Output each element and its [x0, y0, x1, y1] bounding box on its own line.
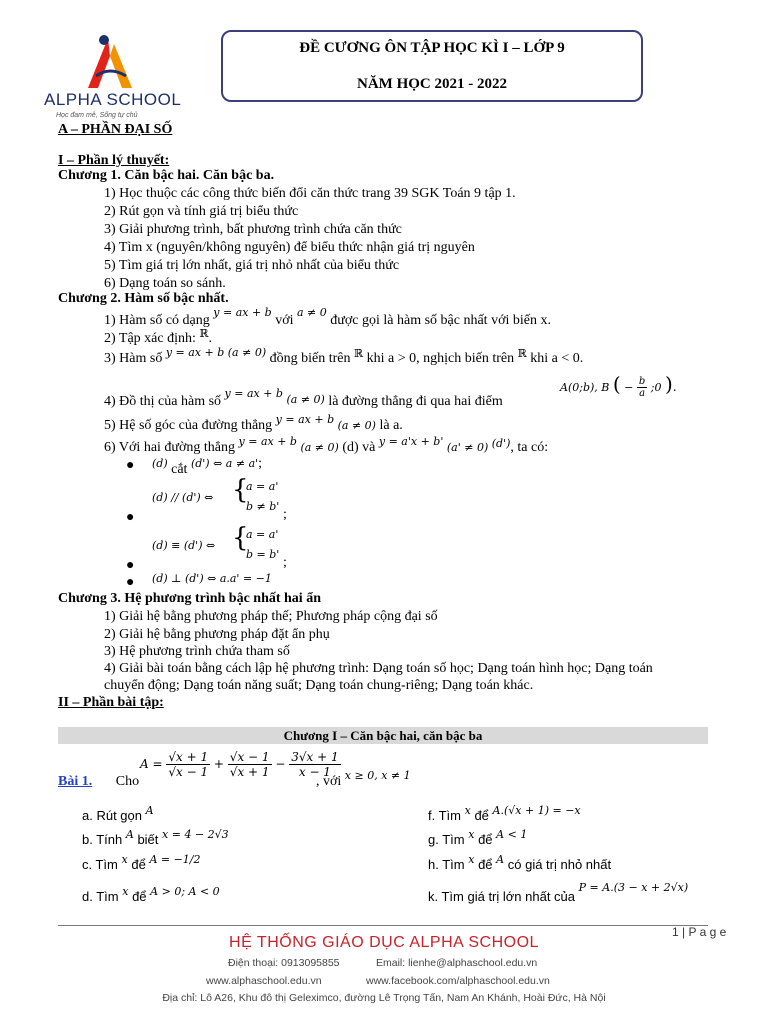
title-box — [221, 30, 643, 102]
ch3-item: 2) Giải hệ bằng phương pháp đặt ẩn phụ — [104, 627, 330, 642]
brace-icon: { — [232, 523, 249, 553]
ch2-item-2: 2) Tập xác định: $^ℝ$. — [104, 327, 213, 346]
parallel-cond-1: a = a' — [246, 480, 279, 493]
coincide-cond-2: b = b' — [246, 548, 280, 561]
bullet-icon: ● — [126, 510, 135, 525]
question-h: h. Tìm $^x$ để $^A$ có giá trị nhỏ nhất — [428, 853, 612, 872]
part-a-heading: A – PHẦN ĐẠI SỐ — [58, 122, 173, 137]
ch1-item: 2) Rút gọn và tính giá trị biểu thức — [104, 204, 299, 219]
case-perpendicular: (d) ⊥ (d') ⇔ a.a' = −1 — [152, 572, 272, 585]
parallel-cond-2: b ≠ b' — [246, 500, 280, 513]
theory-heading: I – Phần lý thuyết: — [58, 153, 170, 168]
ch1-item: 6) Dạng toán so sánh. — [104, 276, 226, 291]
ch1-item: 4) Tìm x (nguyên/không nguyên) để biểu thức nhận giá trị nguyên — [104, 240, 475, 255]
ch2-item-6: 6) Với hai đường thẳng $^{y = ax + b}$ (a ≠ 0) (d) và $^{y = a'x + b'}$ (a' ≠ 0) $^{(d')}$, ta có: — [104, 435, 549, 455]
school-year: NĂM HỌC 2021 - 2022 — [357, 76, 507, 92]
footer-website[interactable]: www.alphaschool.edu.vn — [206, 975, 322, 987]
question-b: b. Tính $^A$ biết $^{x = 4 - 2√3}$ — [82, 828, 229, 847]
document-title: ĐỀ CƯƠNG ÔN TẬP HỌC KÌ I – LỚP 9 — [299, 40, 565, 56]
question-a: a. Rút gọn $^A$ — [82, 804, 154, 823]
brace-icon: { — [232, 475, 249, 505]
chapter2-title: Chương 2. Hàm số bậc nhất. — [58, 291, 229, 306]
bullet-icon: ● — [126, 458, 135, 473]
ch1-item: 5) Tìm giá trị lớn nhất, giá trị nhỏ nhất của biểu thức — [104, 258, 400, 273]
logo-a-icon — [40, 30, 190, 90]
question-d: d. Tìm $^x$ để $^{A > 0; A < 0}$ — [82, 885, 220, 904]
ch2-item-4: 4) Đồ thị của hàm số $^{y = ax + b}$ (a ≠ 0) là đường thẳng đi qua hai điểm — [104, 387, 503, 409]
ch3-item: 4) Giải bài toán bằng cách lập hệ phương trình: Dạng toán số học; Dạng toán hình học; Dạng toán — [104, 661, 653, 676]
ch1-item: 3) Giải phương trình, bất phương trình chứa căn thức — [104, 222, 402, 237]
brand-tagline: Học đam mê, Sống tự chủ — [56, 112, 138, 119]
bai1-link[interactable]: Bài 1. — [58, 774, 93, 789]
question-k: k. Tìm giá trị lớn nhất của $^{P = A.(3 - x + 2√x)}$ — [428, 881, 689, 904]
footer-divider — [58, 925, 708, 926]
coincide-end: ; — [283, 555, 287, 570]
ch1-item: 1) Học thuộc các công thức biến đổi căn thức trang 39 SGK Toán 9 tập 1. — [104, 186, 516, 201]
case-parallel: (d) // (d') ⇔ — [152, 491, 214, 504]
question-g: g. Tìm $^x$ để $^{A < 1}$ — [428, 828, 528, 847]
ch2-item-5: 5) Hệ số góc của đường thẳng $^{y = ax + b}$ (a ≠ 0) là a. — [104, 413, 403, 433]
bullet-icon: ● — [126, 575, 135, 590]
parallel-end: ; — [283, 507, 287, 522]
footer-phone: Điện thoại: 0913095855 — [228, 957, 340, 969]
question-c: c. Tìm $^x$ để $^{A = -1/2}$ — [82, 853, 201, 872]
brand-name: ALPHA SCHOOL — [44, 90, 182, 109]
chapter-bar: Chương I – Căn bậc hai, căn bậc ba — [58, 727, 708, 744]
exercise-1-condition: , với $^{x \ge 0, x \ne 1}$ — [316, 769, 411, 789]
footer-address: Địa chỉ: Lô A26, Khu đô thị Geleximco, đường Lê Trọng Tấn, Nam An Khánh, Hoài Đức, Hà Nội — [162, 992, 606, 1004]
page-number: 1 | P a g e — [672, 925, 727, 939]
ch2-item-3: 3) Hàm số $^{y = ax + b}$ $^{(a \ne 0)}$ đồng biến trên $^ℝ$ khi a > 0, nghịch biến trên $^ℝ$ khi a < 0. — [104, 346, 584, 366]
footer-email[interactable]: Email: lienhe@alphaschool.edu.vn — [376, 957, 538, 969]
chapter1-title: Chương 1. Căn bậc hai. Căn bậc ba. — [58, 168, 275, 183]
footer-facebook[interactable]: www.facebook.com/alphaschool.edu.vn — [366, 975, 550, 987]
question-f: f. Tìm $^x$ để $^{A.(√x + 1) = -x}$ — [428, 804, 581, 823]
bullet-icon: ● — [126, 558, 135, 573]
chapter3-title: Chương 3. Hệ phương trình bậc nhất hai ẩn — [58, 591, 321, 606]
exercises-heading: II – Phần bài tập: — [58, 695, 164, 710]
exercise-1-label: Bài 1. Cho — [58, 774, 140, 789]
ch3-item: 3) Hệ phương trình chứa tham số — [104, 644, 290, 659]
case-coincide: (d) ≡ (d') ⇔ — [152, 539, 216, 552]
ch3-item: 1) Giải hệ bằng phương pháp thế; Phương pháp cộng đại số — [104, 609, 438, 624]
ch3-item: chuyển động; Dạng toán năng suất; Dạng toán chung-riêng; Dạng toán khác. — [104, 678, 534, 693]
coincide-cond-1: a = a' — [246, 528, 279, 541]
case-intersect: (d) cắt (d') ⇔ a ≠ a'; — [152, 456, 263, 477]
ch2-item-1: 1) Hàm số có dạng $^{y = ax + b}$ với $^{a \ne 0}$ được gọi là hàm số bậc nhất với biến x. — [104, 306, 551, 328]
footer-title: HỆ THỐNG GIÁO DỤC ALPHA SCHOOL — [229, 934, 539, 951]
expression-A: A = $\frac{√x + 1}{√x - 1}$ + $\frac{√x - 1}{√x + 1}$ − $\frac{3√x + 1}{x - 1}$ — [140, 750, 339, 779]
two-points-formula: A(0;b), B ( − $\frac{b}{a}$ ;0 ). — [560, 372, 677, 400]
